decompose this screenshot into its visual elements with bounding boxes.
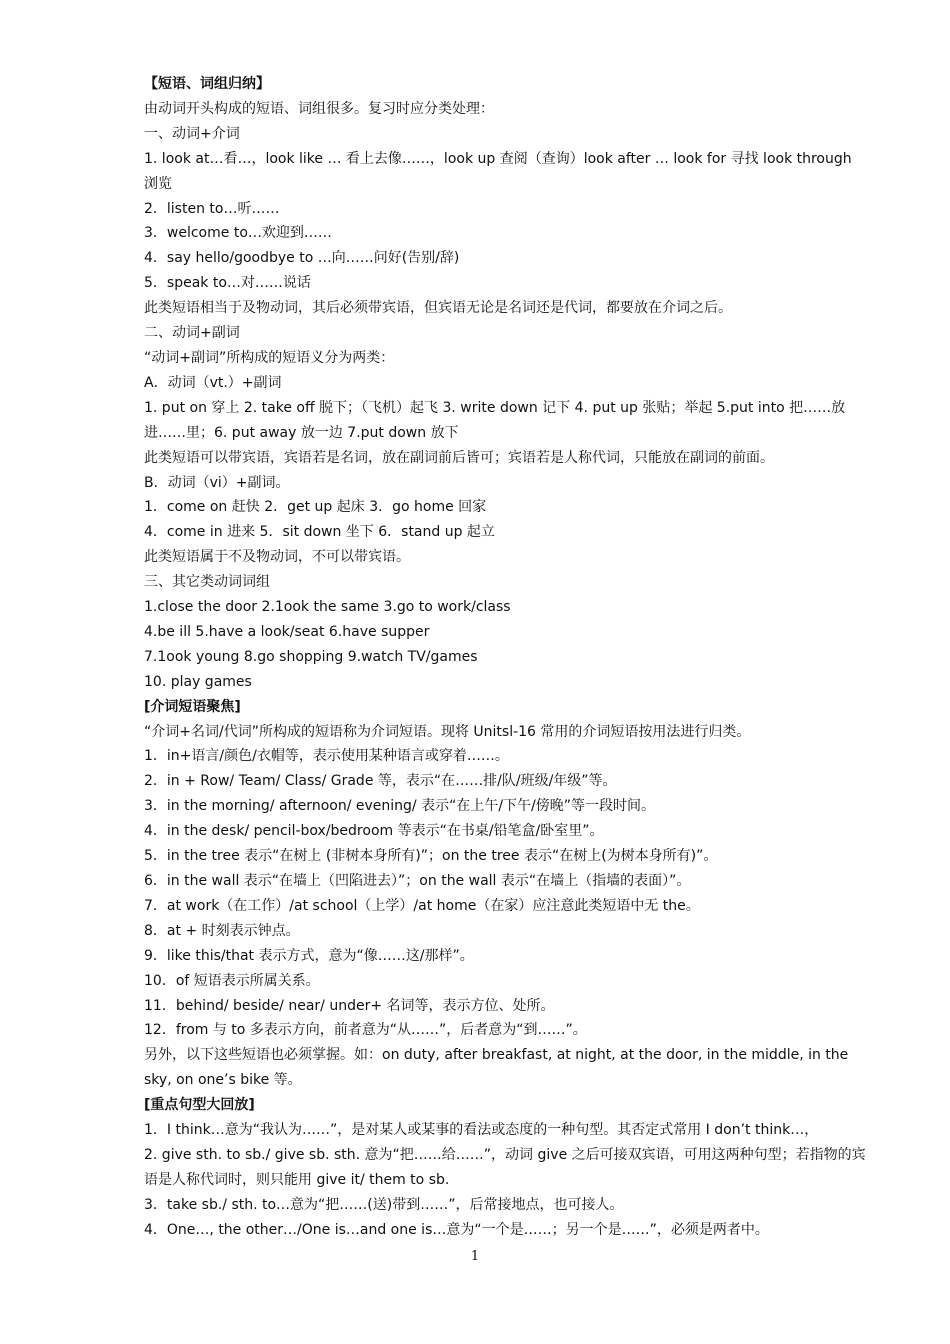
text-line: “动词+副词”所构成的短语义分为两类： xyxy=(144,349,395,366)
text-line: 三、其它类动词词组 xyxy=(144,574,270,591)
text-line: 7．at work（在工作）/at school（上学）/at home（在家）应注意此类短语中无 the。 xyxy=(144,897,700,914)
text-line: 1.close the door 2.1ook the same 3.go to work/class xyxy=(144,599,511,616)
text-line: 1．in+语言/颜色/衣帽等，表示使用某种语言或穿着……。 xyxy=(144,748,509,765)
text-line: 8．at + 时刻表示钟点。 xyxy=(144,922,300,939)
document-body xyxy=(144,72,866,1243)
text-line: 4．come in 进来 5．sit down 坐下 6．stand up 起立 xyxy=(144,524,495,541)
text-line: 4．say hello/goodbye to …向……问好(告别/辞) xyxy=(144,250,460,267)
text-line: “介词+名词/代词”所构成的短语称为介词短语。现将 Unitsl-16 常用的介词短语按用法进行归类。 xyxy=(144,723,751,740)
text-line: 7.1ook young 8.go shopping 9.watch TV/games xyxy=(144,648,478,665)
text-line: 4.be ill 5.have a look/seat 6.have supper xyxy=(144,623,430,640)
text-line: 3．welcome to…欢迎到…… xyxy=(144,225,332,242)
text-line: 5．in the tree 表示“在树上 (非树本身所有)”；on the tree 表示“在树上(为树本身所有)”。 xyxy=(144,848,718,865)
text-line: 5．speak to…对……说话 xyxy=(144,275,311,292)
section-heading: 【短语、词组归纳】 xyxy=(144,76,270,92)
section-heading: [重点句型大回放] xyxy=(144,1097,255,1114)
text-line: A．动词（vt.）+副词 xyxy=(144,374,282,391)
text-line: 此类短语可以带宾语，宾语若是名词，放在副词前后皆可；宾语若是人称代词，只能放在副词的前面。 xyxy=(144,449,774,466)
text-line: 10. play games xyxy=(144,673,252,690)
section-heading: [介词短语聚焦] xyxy=(144,698,241,715)
text-line: 一、动词+介词 xyxy=(144,125,240,142)
page-number: 1 xyxy=(470,1249,480,1264)
text-line: 1. put on 穿上 2. take off 脱下；（飞机）起飞 3. write down 记下 4. put up 张贴；举起 5.put into 把……放进……里；6. put away 放一边 7.put down 放下 xyxy=(144,399,846,441)
text-line: 2．in + Row/ Team/ Class/ Grade 等，表示“在……排/队/班级/年级”等。 xyxy=(144,773,617,790)
text-line: 由动词开头构成的短语、词组很多。复习时应分类处理： xyxy=(144,100,494,117)
text-line: 4．One…, the other…/One is…and one is…意为“一个是……；另一个是……”，必须是两者中。 xyxy=(144,1221,769,1238)
text-line: 1. look at…看…，look like … 看上去像……，look up 查阅（查询）look after … look for 寻找 look through 浏览 xyxy=(144,150,852,192)
text-line: 2．listen to…听…… xyxy=(144,200,280,217)
text-line: 10．of 短语表示所属关系。 xyxy=(144,972,320,989)
text-line: 11．behind/ beside/ near/ under+ 名词等，表示方位、处所。 xyxy=(144,997,555,1014)
text-line: 12．from 与 to 多表示方向，前者意为“从……”，后者意为“到……”。 xyxy=(144,1022,587,1039)
text-line: 此类短语属于不及物动词，不可以带宾语。 xyxy=(144,549,410,566)
text-line: 此类短语相当于及物动词，其后必须带宾语，但宾语无论是名词还是代词，都要放在介词之后。 xyxy=(144,300,732,317)
text-line: 二、动词+副词 xyxy=(144,325,240,342)
text-line: 9．like this/that 表示方式，意为“像……这/那样”。 xyxy=(144,947,474,964)
text-line: B．动词（vi）+副词。 xyxy=(144,474,290,491)
text-line: 3．in the morning/ afternoon/ evening/ 表示“在上午/下午/傍晚”等一段时间。 xyxy=(144,798,656,815)
text-line: 1．I think…意为“我认为……”，是对某人或某事的看法或态度的一种句型。其否定式常用 I don’t think…， xyxy=(144,1122,819,1139)
text-line: 4．in the desk/ pencil-box/bedroom 等表示“在书桌/铅笔盒/卧室里”。 xyxy=(144,823,604,840)
text-line: 6．in the wall 表示“在墙上（凹陷进去）”；on the wall 表示“在墙上（指墙的表面）”。 xyxy=(144,873,691,889)
text-line: 1．come on 赶快 2．get up 起床 3．go home 回家 xyxy=(144,499,487,516)
text-line: 2. give sth. to sb./ give sb. sth. 意为“把……给……”，动词 give 之后可接双宾语，可用这两种句型；若指物的宾语是人称代词时，则只能用 give it/ them to sb. xyxy=(144,1146,866,1188)
text-line: 另外，以下这些短语也必须掌握。如：on duty, after breakfast, at night, at the door, in the middle, in the sky, on one’s bike 等。 xyxy=(144,1047,849,1089)
text-line: 3．take sb./ sth. to…意为“把……(送)带到……”，后常接地点，也可接人。 xyxy=(144,1196,624,1213)
